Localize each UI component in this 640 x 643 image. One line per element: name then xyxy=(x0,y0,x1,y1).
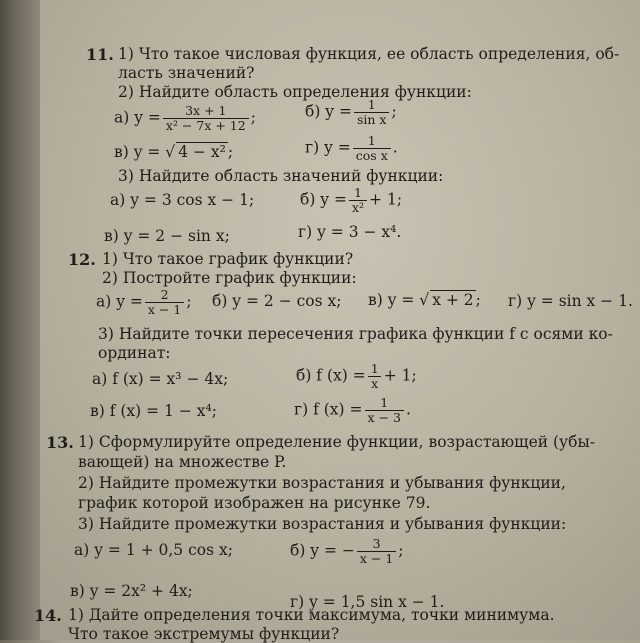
problem-13-number: 13. xyxy=(46,433,74,452)
problem-11-number: 11. xyxy=(86,45,114,64)
p14-q1-line2: Что такое экстремумы функции? xyxy=(68,625,340,643)
problem-14-number: 14. xyxy=(34,606,62,625)
p14-q1-line1: 1) Дайте определения точки максимума, точки минимума. xyxy=(68,606,555,624)
p13-item-a: а) y = 1 + 0,5 cos x; xyxy=(74,541,233,559)
p13-q2-line2: график которой изображен на рисунке 79. xyxy=(78,494,431,512)
p12-item-g: г) y = sin x − 1. xyxy=(508,292,633,310)
fraction: $\frac{1}{\text{cos x}}$ xyxy=(353,134,391,163)
p12-q3-line2: ординат: xyxy=(98,344,171,362)
fraction: $\frac{3}{x - 1}$ xyxy=(357,537,396,566)
p12-item-a: а) y = $\frac{2}{x - 1}$ ; xyxy=(96,287,192,317)
p12-q3-line1: 3) Найдите точки пересечения графика функции f с осями ко- xyxy=(98,325,613,343)
p12-item-g3: г) f (x) = $\frac{1}{x - 3}$ . xyxy=(294,395,411,425)
fraction: $\frac{1}{x}$ xyxy=(368,362,382,391)
p13-q1-line2: вающей) на множестве P. xyxy=(78,453,287,471)
p12-item-a3: а) f (x) = x³ − 4x; xyxy=(92,370,229,388)
fraction: $\frac{1}{\text{x²}}$ xyxy=(349,186,367,215)
p11-item-b3: б) y = $\frac{1}{\text{x²}}$ + 1; xyxy=(300,185,403,215)
fraction: $\frac{3x + 1}{\text{x² − 7x + 12}}$ xyxy=(163,104,249,133)
p13-item-b: б) y = − $\frac{3}{x - 1}$ ; xyxy=(290,536,404,566)
p11-item-a3: а) y = 3 cos x − 1; xyxy=(110,191,255,209)
p11-item-v: в) y = √ 4 − x² ; xyxy=(114,143,234,161)
p12-q2: 2) Постройте график функции: xyxy=(102,269,357,287)
fraction: $\frac{1}{x - 3}$ xyxy=(365,396,404,425)
p13-item-v: в) y = 2x² + 4x; xyxy=(70,582,193,600)
p13-q2-line1: 2) Найдите промежутки возрастания и убывания функции, xyxy=(78,474,566,492)
p11-item-g3: г) y = 3 − x⁴. xyxy=(298,223,402,241)
p11-q2: 2) Найдите область определения функции: xyxy=(118,83,472,101)
p11-item-b: б) y = $\frac{1}{\text{sin x}}$ ; xyxy=(305,97,397,127)
p11-q1-line1: 1) Что такое числовая функция, ее область определения, об- xyxy=(118,45,620,63)
problem-12-number: 12. xyxy=(68,250,96,269)
p12-q1: 1) Что такое график функции? xyxy=(102,250,354,268)
p11-q3: 3) Найдите область значений функции: xyxy=(118,167,444,185)
book-spine-shadow xyxy=(0,0,40,640)
p13-q3: 3) Найдите промежутки возрастания и убывания функции: xyxy=(78,515,567,533)
p12-item-v3: в) f (x) = 1 − x⁴; xyxy=(90,402,217,420)
p12-item-b3: б) f (x) = $\frac{1}{x}$ + 1; xyxy=(296,361,417,391)
p11-item-v3: в) y = 2 − sin x; xyxy=(104,227,230,245)
p12-item-v: в) y = √ x + 2 ; xyxy=(368,291,481,309)
p13-item-g: г) y = 1,5 sin x − 1. xyxy=(290,593,445,611)
p11-item-a: а) y = $\frac{3x + 1}{\text{x² − 7x + 12}}$ ; xyxy=(114,103,256,133)
p11-q1-line2: ласть значений? xyxy=(118,64,255,82)
p13-q1-line1: 1) Сформулируйте определение функции, возрастающей (убы- xyxy=(78,433,596,451)
fraction: $\frac{1}{\text{sin x}}$ xyxy=(354,98,390,127)
fraction: $\frac{2}{x - 1}$ xyxy=(145,288,184,317)
p11-item-g: г) y = $\frac{1}{\text{cos x}}$ . xyxy=(305,133,398,163)
p12-item-b: б) y = 2 − cos x; xyxy=(212,292,342,310)
